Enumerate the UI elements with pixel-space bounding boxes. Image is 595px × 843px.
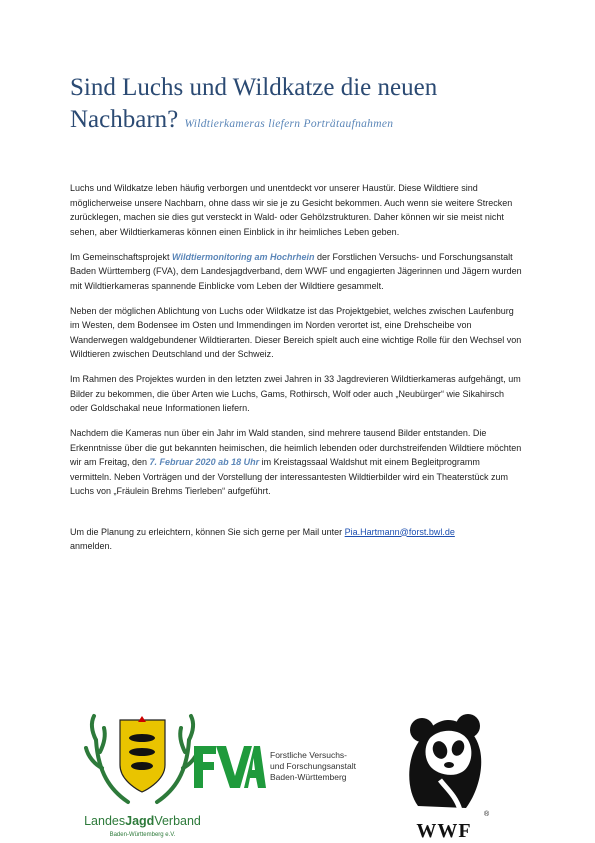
paragraph-registration: Um die Planung zu erleichtern, können Sie sich gerne per Mail unter Pia.Hartmann@forst.bwl.de anmelden.	[70, 526, 455, 551]
article-body	[70, 181, 522, 564]
landesjagdverband-logo	[80, 710, 205, 838]
headline-subtitle: Wildtierkameras liefern Porträtaufnahmen	[184, 118, 394, 130]
fva-logo	[192, 744, 382, 794]
partner-logos	[0, 700, 595, 842]
paragraph-project: Im Gemeinschaftsprojekt Wildtiermonitoring am Hochrhein der Forstlichen Versuchs- und Forschungsanstalt Baden Württemberg (FVA), dem Landesjagdverband, dem WWF und engagierten Jägerinnen und Jägern wurden mit Wildtierkameras spannende Einblicke vom Leben der Wildtiere gesammelt.	[70, 251, 522, 291]
page-title	[70, 72, 550, 140]
svg-text:®: ®	[484, 811, 490, 818]
paragraph-cameras: Im Rahmen des Projektes wurden in den letzten zwei Jahren in 33 Jagdrevieren Wildtierkameras aufgehängt, um Bilder zu bekommen, die über Arten wie Luchs, Gams, Rothirsch, Wolf oder auch „Neubürger“ wie Sikahirsch oder Goldschakal neue Informationen liefern.	[70, 374, 521, 413]
wwf-logo	[400, 710, 500, 840]
wwf-wordmark: WWF	[416, 820, 472, 842]
ljv-subline: Baden-Württemberg e.V.	[109, 832, 176, 838]
headline: Sind Luchs und Wildkatze die neuen Nachbarn?	[70, 74, 438, 133]
fva-text: Forstliche Versuchs- und Forschungsanstalt Baden-Württemberg	[270, 750, 356, 782]
ljv-wordmark: LandesJagdVerband	[84, 814, 201, 828]
antler-crest-icon	[80, 710, 205, 810]
event-date: 7. Februar 2020 ab 18 Uhr	[149, 457, 260, 467]
fva-mark-icon	[192, 744, 266, 790]
paragraph-event: Nachdem die Kameras nun über ein Jahr im Wald standen, sind mehrere tausend Bilder entstanden. Die Erkenntnisse über die gut bekannten heimischen, die heimlich lebenden oder durchstreifenden Wildtiere möchten wir am Freitag, den 7. Februar 2020 ab 18 Uhr im Kreistagssaal Waldshut mit einem Begleitprogramm vermitteln. Neben Vorträgen und der Vorstellung der interessantesten Wildtierbilder wird ein Theaterstück zum Luchs von „Fräulein Brehms Tierleben“ aufgeführt.	[70, 428, 522, 496]
panda-icon	[400, 710, 490, 818]
paragraph-intro: Luchs und Wildkatze leben häufig verborgen und unentdeckt vor unserer Haustür. Diese Wildtiere sind möglicherweise unsere Nachbarn, ohne dass wir sie je zu Gesicht bekommen. Auch wenn sie weitere Strecken zurücklegen, machen sie dies gut versteckt in Wald- oder Gehölzstrukturen. Daher können wir sie meist nicht sehen, aber Wildtierkameras können einen Einblick in ihr heimliches Leben geben.	[70, 183, 513, 237]
email-link[interactable]: Pia.Hartmann@forst.bwl.de	[344, 526, 455, 537]
project-name: Wildtiermonitoring am Hochrhein	[172, 251, 315, 262]
paragraph-area: Neben der möglichen Ablichtung von Luchs oder Wildkatze ist das Projektgebiet, welches zwischen Laufenburg im Westen, dem Bodensee im Osten und Immendingen im Norden verortet ist, eine Drehscheibe von Wanderwegen waldgebundener Wildtierarten. Dieser Bereich spielt auch eine wichtige Rolle für den Wechsel von Wildtieren zwischen Deutschland und der Schweiz.	[70, 305, 522, 359]
